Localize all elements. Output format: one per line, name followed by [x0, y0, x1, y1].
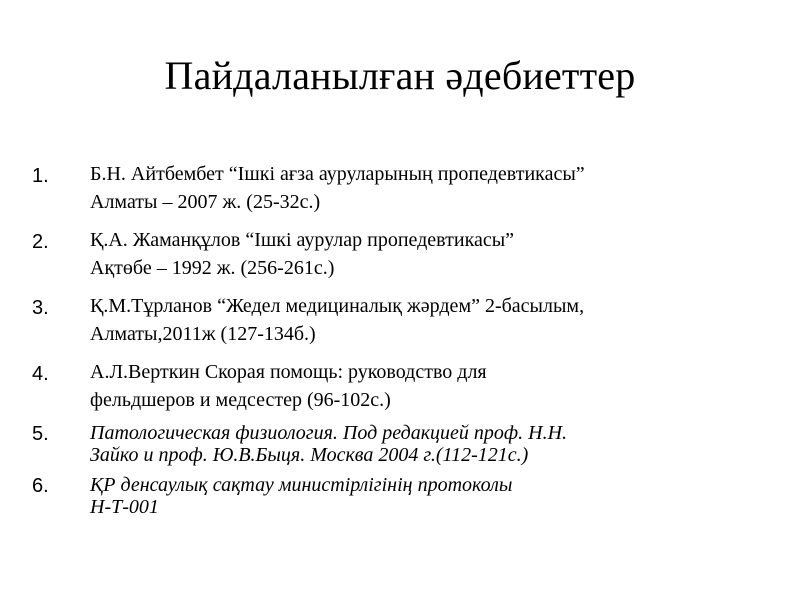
reference-line: Алматы – 2007 ж. (25-32с.): [90, 191, 321, 213]
reference-list: [32, 160, 772, 518]
reference-line: Б.Н. Айтбембет “Ішкі ағза ауруларының пропедевтикасы”: [90, 163, 585, 185]
reference-text: [90, 474, 512, 518]
reference-text: [90, 422, 567, 466]
reference-line: Қ.А. Жаманқұлов “Ішкі аурулар пропедевтикасы”: [90, 229, 515, 251]
reference-item-3: [32, 292, 772, 348]
reference-line: А.Л.Верткин Скорая помощь: руководство для: [90, 361, 487, 383]
slide-title: Пайдаланылған әдебиеттер: [164, 53, 636, 98]
reference-number: 6.: [32, 475, 49, 497]
reference-number: 1.: [32, 165, 49, 187]
reference-line: фельдшеров и медсестер (96-102с.): [90, 389, 391, 411]
reference-text: [90, 226, 514, 282]
reference-item-5: [32, 422, 772, 466]
reference-line: Ақтөбе – 1992 ж. (256-261с.): [90, 257, 335, 279]
reference-line: ҚР денсаулық сақтау министірлігінің протоколы: [90, 474, 513, 496]
reference-line: Патологическая физиология. Под редакцией проф. Н.Н.: [90, 422, 568, 444]
reference-line: Зайко и проф. Ю.В.Быця. Москва 2004 г.(112-121с.): [90, 444, 529, 466]
reference-item-1: [32, 160, 772, 216]
reference-text: [90, 292, 584, 348]
reference-text: [90, 358, 487, 414]
reference-item-6: [32, 474, 772, 518]
reference-number: 5.: [32, 423, 49, 445]
reference-number: 3.: [32, 297, 49, 319]
reference-line: Алматы,2011ж (127-134б.): [90, 323, 316, 345]
reference-item-4: [32, 358, 772, 414]
reference-item-2: [32, 226, 772, 282]
reference-line: Қ.М.Тұрланов “Жедел медициналық жәрдем” 2-басылым,: [90, 295, 585, 317]
reference-number: 2.: [32, 231, 49, 253]
reference-line: Н-Т-001: [90, 496, 159, 518]
reference-number: 4.: [32, 363, 49, 385]
reference-text: [90, 160, 585, 216]
